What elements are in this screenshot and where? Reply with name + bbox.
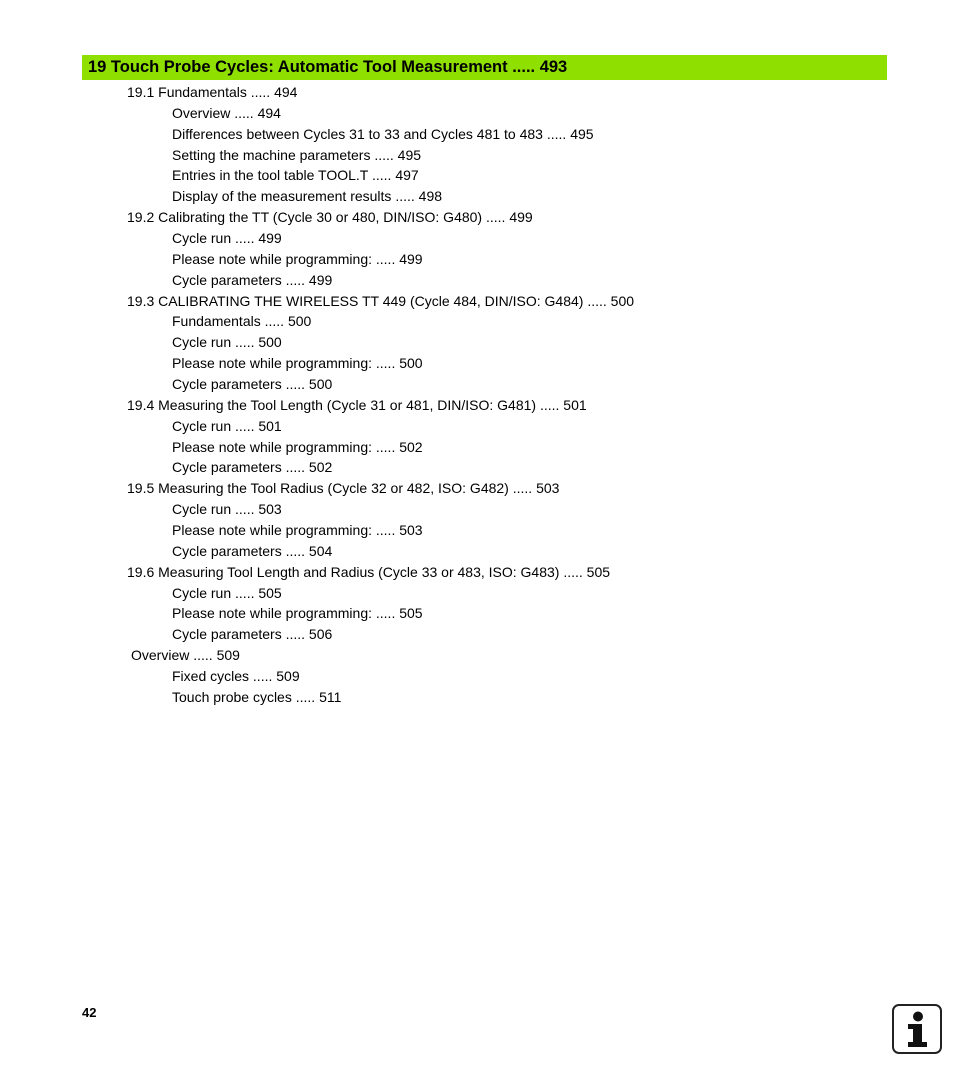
chapter-heading <box>82 55 887 80</box>
toc-entry[interactable]: Differences between Cycles 31 to 33 and Cycles 481 to 483 ..... 495 <box>172 125 594 142</box>
toc-entry[interactable]: Setting the machine parameters ..... 495 <box>172 146 422 163</box>
toc-entry[interactable]: Please note while programming: ..... 502 <box>172 438 423 455</box>
toc-entry[interactable]: 19.5 Measuring the Tool Radius (Cycle 32 or 482, ISO: G482) ..... 503 <box>127 480 560 497</box>
toc-entry[interactable]: Cycle parameters ..... 502 <box>172 459 333 476</box>
toc-entry[interactable]: Display of the measurement results ..... 498 <box>172 188 443 205</box>
toc-entry[interactable]: Cycle run ..... 500 <box>172 334 282 351</box>
toc-entry[interactable]: 19.4 Measuring the Tool Length (Cycle 31 or 481, DIN/ISO: G481) ..... 501 <box>127 396 587 413</box>
info-icon <box>892 1004 942 1054</box>
toc-entry[interactable]: Please note while programming: ..... 499 <box>172 250 423 267</box>
toc-entry[interactable]: Cycle parameters ..... 500 <box>172 376 333 393</box>
toc-entry[interactable]: Fundamentals ..... 500 <box>172 313 312 330</box>
toc-entry[interactable]: Entries in the tool table TOOL.T ..... 497 <box>172 167 419 184</box>
toc-entry[interactable]: 19.6 Measuring Tool Length and Radius (Cycle 33 or 483, ISO: G483) ..... 505 <box>127 563 611 580</box>
toc-entry[interactable]: Cycle parameters ..... 499 <box>172 271 333 288</box>
toc-entry[interactable]: Cycle run ..... 503 <box>172 501 282 518</box>
table-of-contents <box>0 82 954 708</box>
toc-entry[interactable]: Cycle run ..... 505 <box>172 584 282 601</box>
toc-entry[interactable]: Cycle parameters ..... 504 <box>172 542 333 559</box>
toc-entry[interactable]: Overview ..... 494 <box>172 104 281 121</box>
toc-entry[interactable]: Touch probe cycles ..... 511 <box>172 688 342 705</box>
toc-entry[interactable]: Please note while programming: ..... 503 <box>172 522 423 539</box>
toc-entry[interactable]: Fixed cycles ..... 509 <box>172 668 300 685</box>
toc-entry[interactable]: 19.2 Calibrating the TT (Cycle 30 or 480, DIN/ISO: G480) ..... 499 <box>127 209 533 226</box>
toc-entry[interactable]: 19.3 CALIBRATING THE WIRELESS TT 449 (Cycle 484, DIN/ISO: G484) ..... 500 <box>127 292 635 309</box>
toc-entry[interactable]: Please note while programming: ..... 500 <box>172 355 423 372</box>
toc-entry[interactable]: Overview ..... 509 <box>131 647 240 664</box>
page-number: 42 <box>82 1005 97 1020</box>
info-glyph <box>894 1006 940 1052</box>
toc-entry[interactable]: 19.1 Fundamentals ..... 494 <box>127 84 298 100</box>
toc-entry[interactable]: Cycle run ..... 501 <box>172 417 282 434</box>
chapter-title: 19 Touch Probe Cycles: Automatic Tool Measurement ..... 493 <box>88 58 568 76</box>
toc-entry[interactable]: Cycle run ..... 499 <box>172 230 282 247</box>
toc-entry[interactable]: Please note while programming: ..... 505 <box>172 605 423 622</box>
toc-entry[interactable]: Cycle parameters ..... 506 <box>172 626 333 643</box>
